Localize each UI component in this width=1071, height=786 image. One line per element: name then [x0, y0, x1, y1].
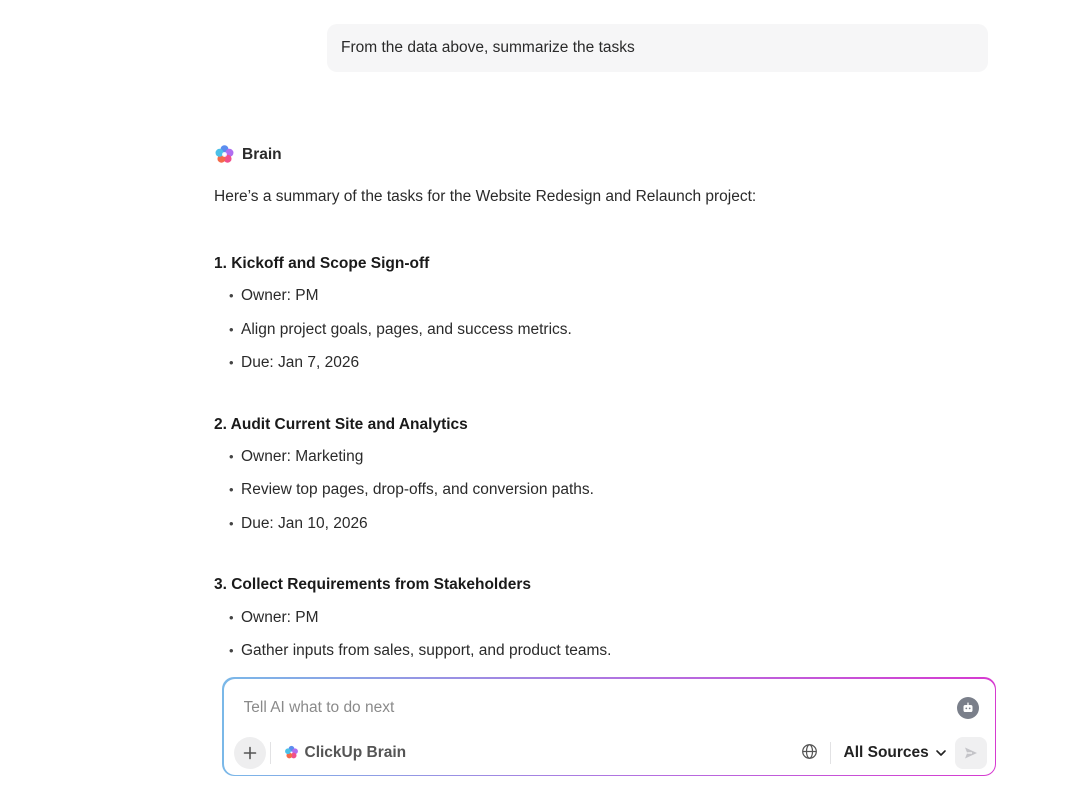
- plus-icon: [243, 746, 257, 760]
- task-bullet: • Owner: PM: [229, 609, 319, 626]
- task-bullet: • Review top pages, drop-offs, and conversion paths.: [229, 481, 594, 498]
- task-bullet-text: Owner: Marketing: [241, 448, 364, 465]
- chevron-down-icon: [935, 747, 947, 759]
- sources-dropdown[interactable]: [844, 741, 947, 765]
- ai-composer: [222, 677, 996, 776]
- task-item: [214, 254, 572, 371]
- brain-logo-icon: [214, 144, 235, 165]
- ai-composer-body: [224, 679, 995, 775]
- assistant-intro: Here’s a summary of the tasks for the Website Redesign and Relaunch project:: [214, 188, 757, 205]
- task-bullet-text: Align project goals, pages, and success metrics.: [241, 321, 572, 338]
- task-title: 2. Audit Current Site and Analytics: [214, 416, 468, 433]
- divider: [830, 742, 831, 764]
- task-bullet-text: Owner: PM: [241, 287, 319, 304]
- task-bullet-text: Review top pages, drop-offs, and conversion paths.: [241, 481, 594, 498]
- brain-model-selector[interactable]: [284, 741, 407, 765]
- brain-logo-icon: [284, 745, 299, 760]
- prompt-input[interactable]: [244, 697, 924, 719]
- task-title: 1. Kickoff and Scope Sign-off: [214, 255, 430, 272]
- user-message-bubble: [327, 24, 988, 72]
- assistant-header: [214, 144, 282, 165]
- add-attachment-button[interactable]: [234, 737, 266, 769]
- globe-icon: [801, 743, 818, 760]
- send-button[interactable]: [955, 737, 987, 769]
- task-bullet: • Due: Jan 10, 2026: [229, 515, 368, 532]
- sources-label: All Sources: [843, 743, 929, 761]
- task-bullet-text: Gather inputs from sales, support, and product teams.: [241, 642, 612, 659]
- task-bullet: • Due: Jan 7, 2026: [229, 354, 360, 371]
- assistant-name: Brain: [242, 145, 282, 163]
- task-bullet-text: Owner: PM: [241, 609, 319, 626]
- user-message-text: From the data above, summarize the tasks: [341, 39, 635, 56]
- task-bullet: • Owner: Marketing: [229, 448, 364, 465]
- task-bullet: • Align project goals, pages, and success metrics.: [229, 321, 572, 338]
- divider: [270, 742, 271, 764]
- task-title: 3. Collect Requirements from Stakeholders: [214, 576, 531, 593]
- task-bullet: • Gather inputs from sales, support, and product teams.: [229, 642, 612, 659]
- task-bullet: • Owner: PM: [229, 287, 319, 304]
- brain-model-label: ClickUp Brain: [304, 743, 407, 761]
- task-item: [214, 415, 594, 532]
- task-item: [214, 575, 612, 659]
- bot-icon[interactable]: [957, 697, 979, 719]
- web-search-toggle[interactable]: [800, 742, 820, 762]
- send-icon: [963, 745, 979, 761]
- task-bullet-text: Due: Jan 7, 2026: [241, 354, 360, 371]
- task-bullet-text: Due: Jan 10, 2026: [241, 515, 368, 532]
